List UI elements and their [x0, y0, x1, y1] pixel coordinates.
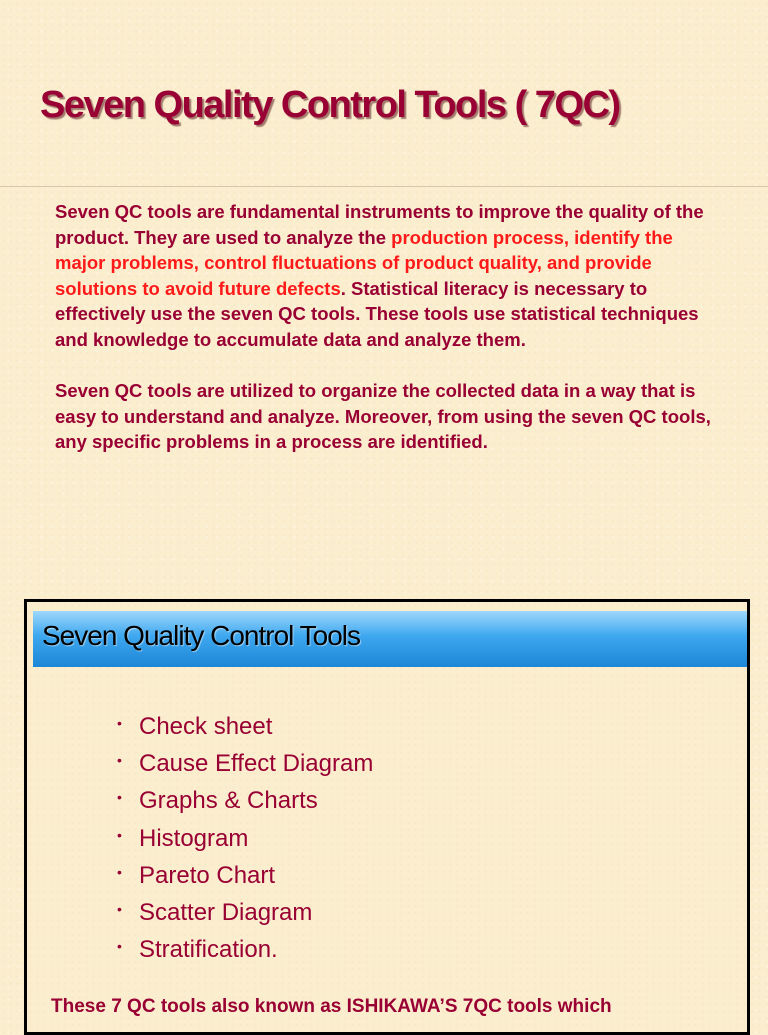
bullet-icon: •: [117, 938, 122, 955]
list-item: [117, 820, 373, 857]
banner-title: Seven Quality Control Tools: [42, 620, 360, 651]
list-item: [117, 708, 373, 745]
intro-text-part-1: Seven QC tools are fundamental instruments to improve the quality of the product. They are used to analyze the: [55, 201, 704, 248]
title-divider: [0, 186, 768, 187]
page-title: Seven Quality Control Tools ( 7QC): [40, 84, 620, 126]
tool-label: Cause Effect Diagram: [139, 750, 374, 778]
list-item: [117, 857, 373, 894]
tool-label: Scatter Diagram: [139, 898, 313, 926]
tool-list: [117, 708, 373, 968]
intro-text: [55, 199, 725, 455]
slide-banner: [33, 611, 747, 667]
bullet-icon: •: [117, 715, 122, 731]
bullet-icon: •: [117, 863, 122, 880]
bullet-icon: •: [117, 826, 122, 843]
list-item: [117, 894, 373, 931]
embedded-slide: [24, 599, 750, 1035]
tool-label: Pareto Chart: [139, 861, 276, 889]
intro-paragraph-1: [55, 199, 725, 353]
intro-paragraph-2: Seven QC tools are utilized to organize the collected data in a way that is easy to understand and analyze. Moreover, from using the seven QC tools, any specific problems in a process are identified.: [55, 380, 711, 453]
list-item: [117, 745, 373, 782]
intro-highlight-text: production process, identify the major problems, control fluctuations of product quality, and provide solutions to avoid future defects: [55, 226, 673, 299]
tool-label: Histogram: [139, 824, 249, 852]
list-item: [117, 931, 373, 968]
intro-text-part-2: . Statistical literacy is necessary to effectively use the seven QC tools. These tools use statistical techniques and knowledge to accumulate data and analyze them.: [55, 277, 699, 350]
bullet-icon: •: [117, 900, 122, 917]
bullet-icon: •: [117, 789, 122, 806]
bullet-icon: •: [117, 752, 122, 769]
tool-label: Graphs & Charts: [139, 787, 318, 815]
list-item: [117, 782, 373, 819]
tool-label: Stratification.: [139, 936, 278, 964]
tool-label: Check sheet: [139, 713, 273, 740]
closing-text: These 7 QC tools also known as ISHIKAWA’S 7QC tools which: [51, 996, 612, 1017]
